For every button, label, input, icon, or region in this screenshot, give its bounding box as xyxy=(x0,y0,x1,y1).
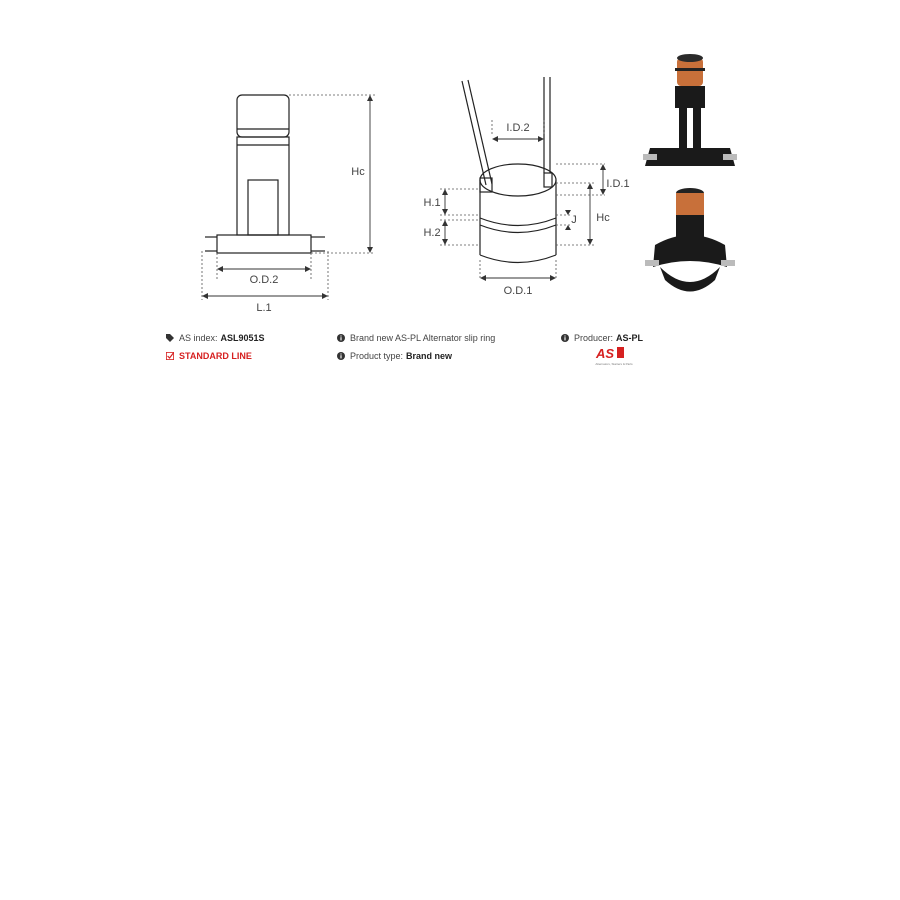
standard-line-label: STANDARD LINE xyxy=(179,351,252,361)
as-index-label: AS index: xyxy=(179,333,218,343)
product-photo-bottom xyxy=(635,185,745,305)
producer-label: Producer: xyxy=(574,333,614,343)
id1-label: I.D.1 xyxy=(606,178,630,190)
logo-tagline: Alternators, Starters & Parts xyxy=(595,362,633,366)
h2-label: H.2 xyxy=(423,227,441,239)
od1-label: O.D.1 xyxy=(503,285,533,297)
product-type-label: Product type: xyxy=(350,351,404,361)
tag-icon xyxy=(166,334,174,342)
wire-view-drawing xyxy=(410,65,630,300)
description-text: Brand new AS-PL Alternator slip ring xyxy=(350,333,496,343)
producer-value: AS-PL xyxy=(616,333,644,343)
product-type-row xyxy=(337,351,452,361)
info-icon xyxy=(337,334,345,342)
standard-line-row xyxy=(166,351,252,361)
as-index-row xyxy=(166,333,265,343)
info-icon xyxy=(337,352,345,360)
od2-label: O.D.2 xyxy=(249,274,279,286)
hc-label-mid: Hc xyxy=(596,212,610,224)
j-label: J xyxy=(571,214,577,226)
h1-label: H.1 xyxy=(423,197,441,209)
logo-text: AS xyxy=(596,346,615,361)
id2-label: I.D.2 xyxy=(506,122,530,134)
product-photo-top xyxy=(635,50,745,180)
info-icon xyxy=(561,334,569,342)
hc-label: Hc xyxy=(351,166,365,178)
as-index-value: ASL9051S xyxy=(220,333,265,343)
producer-row xyxy=(561,333,643,343)
side-view-drawing xyxy=(190,85,390,315)
checkbox-icon xyxy=(166,352,174,360)
l1-label: L.1 xyxy=(256,302,272,314)
as-logo xyxy=(590,345,638,367)
description-row xyxy=(337,333,495,343)
product-type-value: Brand new xyxy=(406,351,453,361)
